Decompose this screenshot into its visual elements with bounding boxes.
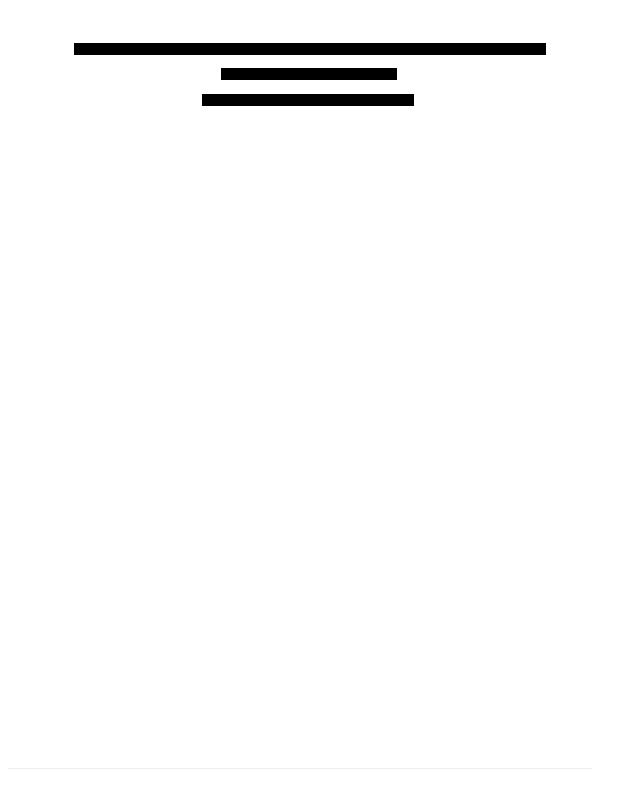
notice-title: [202, 94, 414, 106]
board-title: [221, 68, 397, 80]
page-bottom-edge: [8, 768, 592, 769]
register-title: [74, 43, 546, 55]
